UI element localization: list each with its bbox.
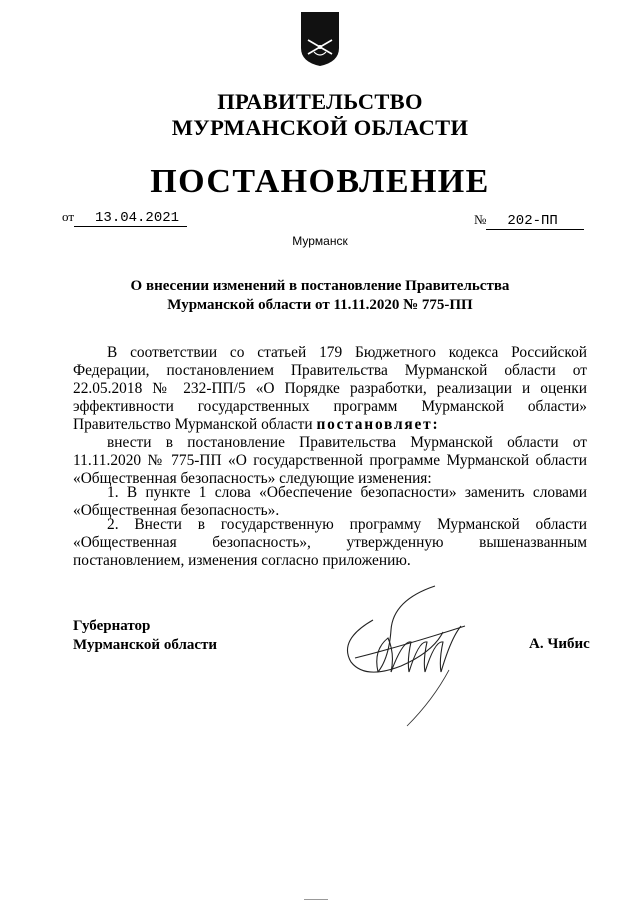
document-date (62, 208, 187, 227)
paragraph-decree: внести в постановление Правительства Мурманской области от 11.11.2020 № 775-ПП «О государственной программе Мурманской области «Общественная безопасность» следующие изменения: (73, 434, 587, 487)
page-footer-mark (304, 899, 328, 900)
decree-word: постановляет: (316, 416, 440, 433)
intro-text: В соответствии со статьей 179 Бюджетного кодекса Российской Федерации, постановлением Правительства Мурманской области от 22.05.2018 № 232-ПП/5 «О Порядке разработки, реализации и оценки эффективности государственных программ Мурманской области» Правительство Мурманской области (73, 344, 587, 433)
signatory-title (73, 617, 217, 655)
number-value: 202-ПП (486, 213, 584, 230)
signatory-title-line2: Мурманской области (73, 637, 218, 653)
coat-of-arms-icon (299, 10, 341, 68)
subject-line2: Мурманской области от 11.11.2020 № 775-ПП (167, 297, 473, 313)
paragraph-intro (73, 344, 587, 434)
date-value: 13.04.2021 (74, 210, 187, 227)
handwritten-signature (333, 580, 483, 730)
org-name-line2: МУРМАНСКОЙ ОБЛАСТИ (171, 115, 469, 140)
signatory-name: А. Чибис (529, 636, 590, 652)
city-name: Мурманск (292, 234, 348, 248)
document-type-title: ПОСТАНОВЛЕНИЕ (150, 163, 490, 200)
document-number (474, 211, 584, 230)
date-prefix: от (62, 209, 75, 224)
signatory-title-line1: Губернатор (73, 618, 151, 634)
subject-line1: О внесении изменений в постановление Правительства (130, 278, 510, 294)
document-subject (130, 277, 510, 315)
org-name-line1: ПРАВИТЕЛЬСТВО (217, 89, 423, 114)
paragraph-item-2: 2. Внести в государственную программу Мурманской области «Общественная безопасность», утвержденную вышеназванным постановлением, изменения согласно приложению. (73, 516, 587, 569)
paragraph-item-1: 1. В пункте 1 слова «Обеспечение безопасности» заменить словами «Общественная безопасность». (73, 484, 587, 519)
number-prefix: № (474, 212, 487, 227)
